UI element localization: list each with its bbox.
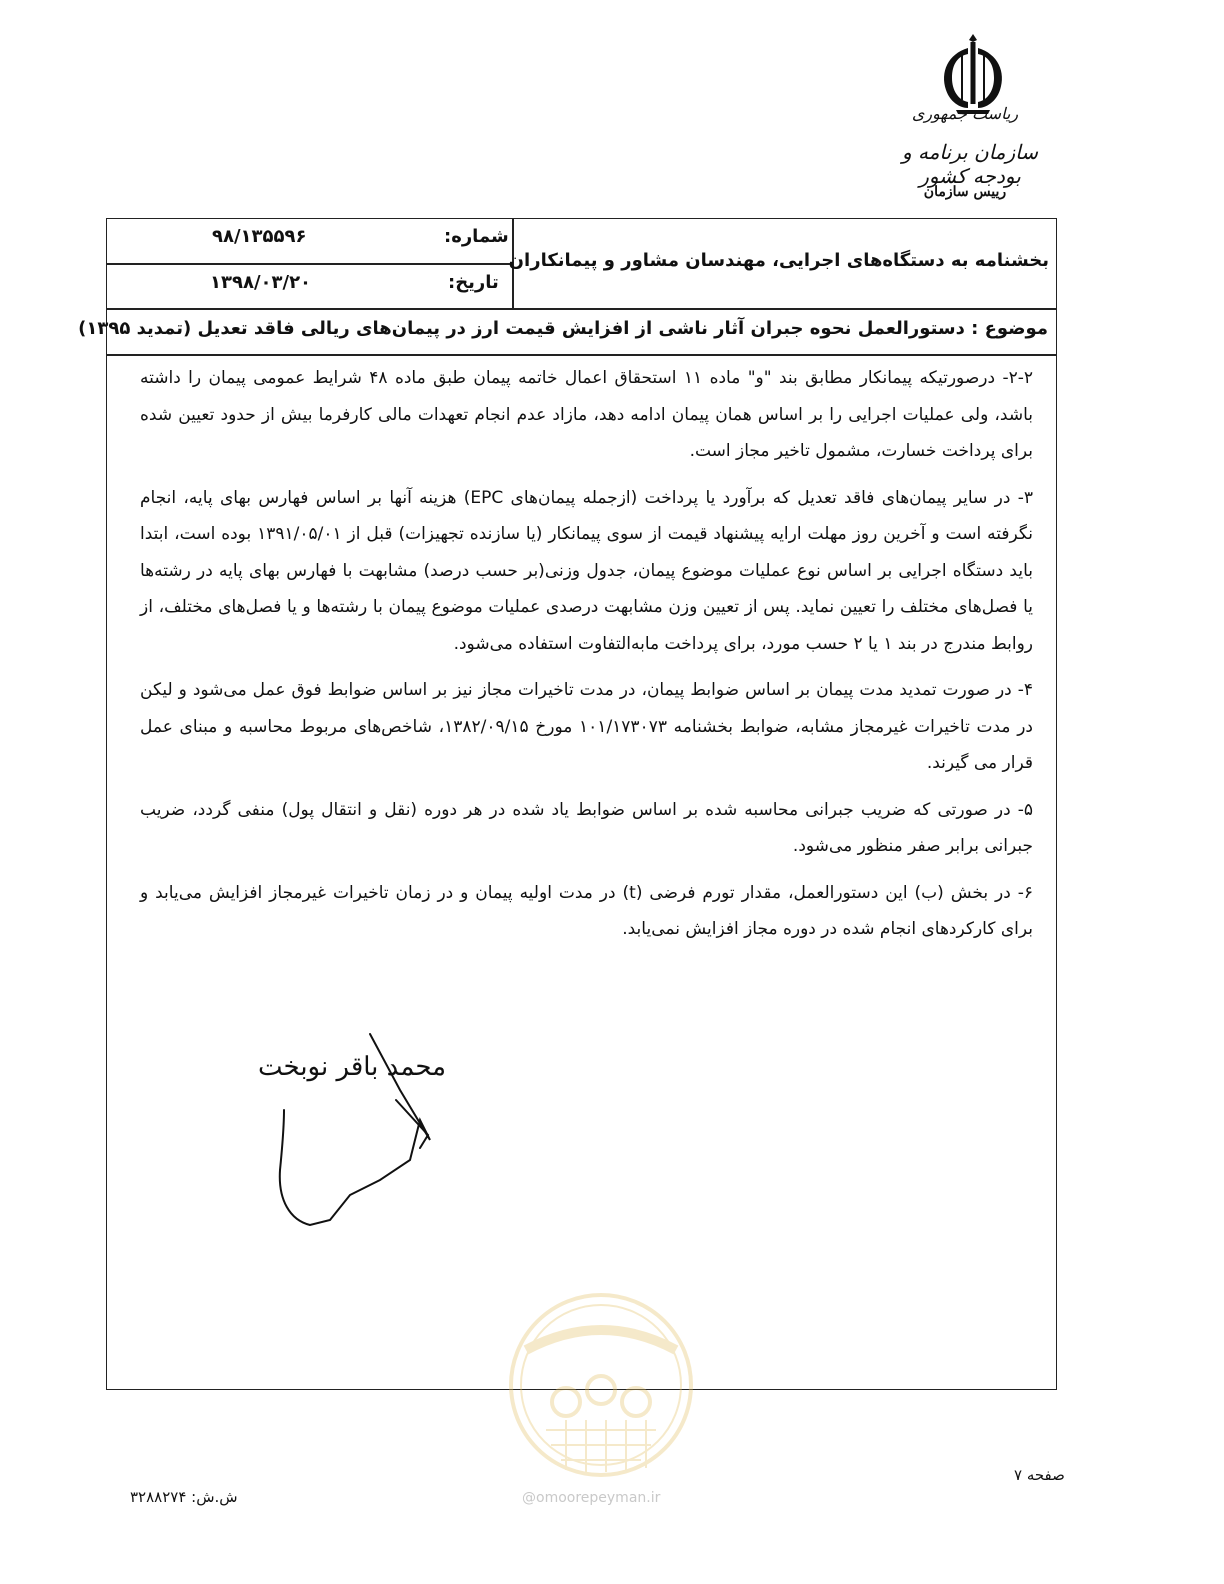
paragraph-2-2: ۲-۲- درصورتیکه پیمانکار مطابق بند "و" ماده ۱۱ استحقاق اعمال خاتمه پیمان طبق ماده ۴۸ شرایط عمومی پیمان را داشته باشد، ولی عملیات اجرایی را بر اساس همان پیمان ادامه دهد، مازاد عدم انجام تعهدات مالی کارفرما بیش از حدود تعیین شده برای پرداخت خسارت، مشمول تاخیر مجاز است. bbox=[140, 368, 1033, 461]
divider-number-date bbox=[106, 263, 512, 265]
watermark-url: @omoorepeyman.ir bbox=[522, 1490, 661, 1506]
page-number: صفحه ۷ bbox=[1014, 1466, 1065, 1484]
org-line-presidency: ریاست جمهوری bbox=[911, 104, 1019, 123]
paragraph-6: ۶- در بخش (ب) این دستورالعمل، مقدار تورم فرضی (t) در مدت اولیه پیمان و در زمان تاخیرات غیرمجاز افزایش می‌یابد و برای کارکردهای انجام شده در دوره مجاز افزایش نمی‌یابد. bbox=[140, 882, 1034, 939]
paragraph-3: ۳- در سایر پیمان‌های فاقد تعدیل که برآورد یا پرداخت (ازجمله پیمان‌های EPC) هزینه آنها بر اساس فهارس بهای پایه، انجام نگرفته است و آخرین روز مهلت ارایه پیشنهاد قیمت از سوی پیمانکار (یا سازنده تجهیزات) قبل از ۱۳۹۱/۰۵/۰۱ بوده است، ابتدا باید دستگاه اجرایی بر اساس نوع عملیات موضوع پیمان، جدول وزنی(بر حسب درصد) مشابهت با فهارس بهای پایه در رشته‌ها یا فصل‌های مختلف را تعیین نماید. پس از تعیین وزن مشابهت درصدی عملیات موضوع پیمان با رشته‌ها و یا فصل‌های مختلف، از روابط مندرج در بند ۱ یا ۲ حسب مورد، برای پرداخت مابه‌التفاوت استفاده می‌شود. bbox=[140, 487, 1033, 654]
number-value: ۹۸/۱۳۵۵۹۶ bbox=[212, 226, 307, 247]
signer-name: محمد باقر نوبخت bbox=[258, 1052, 447, 1082]
org-line-head: رییس سازمان bbox=[923, 184, 1007, 200]
paragraph-4: ۴- در صورت تمدید مدت پیمان بر اساس ضوابط پیمان، در مدت تاخیرات مجاز نیز بر اساس ضوابط فوق عمل می‌شود و لیکن در مدت تاخیرات غیرمجاز مشابه، ضوابط بخشنامه ۱۰۱/۱۷۳۰۷۳ مورخ ۱۳۸۲/۰۹/۱۵، شاخص‌های مربوط محاسبه و مبنای عمل قرار می گیرند. bbox=[140, 680, 1033, 773]
number-label: شماره: bbox=[444, 226, 509, 247]
circular-title: بخشنامه به دستگاه‌های اجرایی، مهندسان مشاور و پیمانکاران bbox=[508, 250, 1049, 271]
body-text bbox=[140, 360, 1033, 958]
subject-line: موضوع : دستورالعمل نحوه جبران آثار ناشی از افزایش قیمت ارز در پیمان‌های ریالی فاقد تعدیل (تمدید ۱۳۹۵) bbox=[78, 318, 1048, 339]
date-value: ۱۳۹۸/۰۳/۲۰ bbox=[210, 272, 312, 293]
org-line-organization: سازمان برنامه و بودجه کشور bbox=[901, 140, 1039, 188]
reference-number: ش.ش: ۳۲۸۸۲۷۴ bbox=[130, 1488, 238, 1506]
watermark-logo-icon bbox=[506, 1290, 696, 1480]
date-label: تاریخ: bbox=[448, 272, 499, 293]
paragraph-5: ۵- در صورتی که ضریب جبرانی محاسبه شده بر اساس ضوابط یاد شده در هر دوره (نقل و انتقال پول) منفی گردد، ضریب جبرانی برابر صفر منظور می‌شود. bbox=[140, 799, 1033, 856]
divider-subject-bottom bbox=[106, 354, 1057, 356]
divider-subject-top bbox=[106, 308, 1057, 310]
